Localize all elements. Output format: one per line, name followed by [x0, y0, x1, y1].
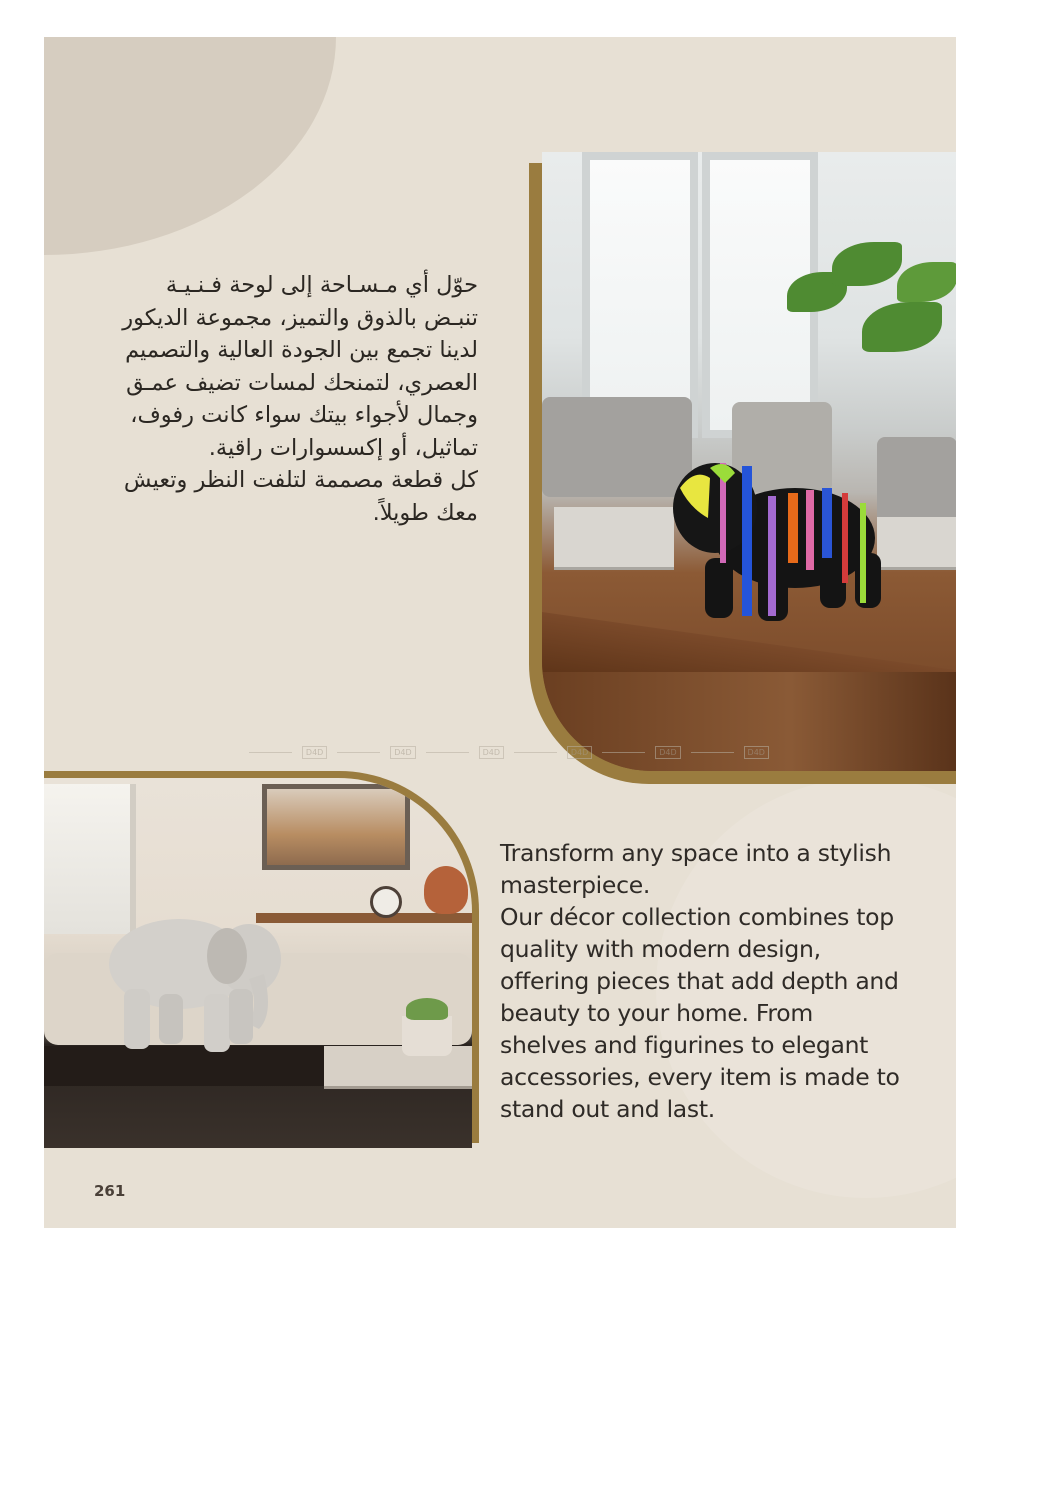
english-description	[500, 837, 900, 1125]
book-stack	[554, 507, 674, 570]
watermark-logo: D4D	[479, 746, 504, 759]
catalog-page	[44, 37, 956, 1228]
watermark-logo: D4D	[744, 746, 769, 759]
plant-leaf	[832, 242, 902, 286]
sofa	[877, 437, 956, 527]
vase	[424, 866, 468, 914]
arabic-paragraph-2: كل قطعة مصممة لتلفت النظر وتعيش معك طويلاً.	[123, 467, 478, 526]
page-number: 261	[94, 1182, 126, 1200]
bulldog-figurine	[670, 448, 885, 628]
wall-art	[262, 784, 410, 870]
arabic-paragraph-1: حوّل أي مـسـاحة إلى لوحة فـنـيـة تنبـض بالذوق والتميز، مجموعة الديكور لدينا تجمع بين الجودة العالية والتصميم العصري، لتمنحك لمسات تضيف عمـق وجمال لأجواء بيتك سواء كانت رفوف، تماثيل، أو إكسسوارات راقية.	[122, 272, 478, 461]
decorative-corner-shape	[44, 37, 336, 255]
watermark-logo: D4D	[390, 746, 415, 759]
book-stack	[877, 517, 956, 570]
succulent	[406, 998, 448, 1020]
watermark-logo: D4D	[655, 746, 680, 759]
clock	[370, 886, 402, 918]
bulldog-figurine-photo	[542, 152, 956, 771]
watermark-logo: D4D	[567, 746, 592, 759]
elephant-figurine-photo	[44, 778, 472, 1148]
english-paragraph-2: Our décor collection combines top quality with modern design, offering pieces that add depth and beauty to your home. From shelves and figurines to elegant accessories, every item is made to stand out and last.	[500, 903, 900, 1123]
watermark-logo: D4D	[302, 746, 327, 759]
watermark-strip	[249, 745, 769, 759]
arabic-description	[106, 269, 478, 529]
plant-leaf	[862, 302, 942, 352]
succulent-pot	[402, 1016, 452, 1056]
english-paragraph-1: Transform any space into a stylish masterpiece.	[500, 839, 892, 899]
window	[582, 152, 698, 438]
plant-leaf	[897, 262, 956, 302]
elephant-figurine	[99, 904, 289, 1054]
